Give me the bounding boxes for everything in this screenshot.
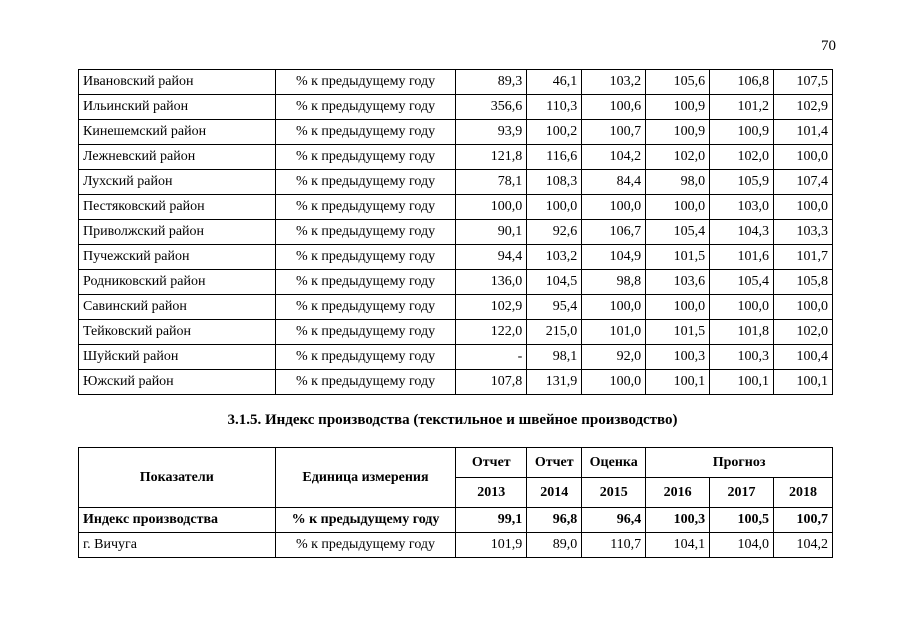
row-name: Пучежский район bbox=[79, 245, 276, 270]
row-value: 100,2 bbox=[527, 120, 582, 145]
row-value: 100,6 bbox=[582, 95, 646, 120]
row-name: Лежневский район bbox=[79, 145, 276, 170]
row-value: 89,3 bbox=[456, 70, 527, 95]
row-value: 100,0 bbox=[527, 195, 582, 220]
row-value: 101,0 bbox=[582, 320, 646, 345]
row-value: 105,4 bbox=[646, 220, 710, 245]
row-value: 98,8 bbox=[582, 270, 646, 295]
table-row bbox=[79, 120, 833, 145]
row-value: 102,9 bbox=[774, 95, 833, 120]
row-unit: % к предыдущему году bbox=[275, 370, 456, 395]
table-row bbox=[79, 220, 833, 245]
row-unit: % к предыдущему году bbox=[275, 170, 456, 195]
row-value: 107,4 bbox=[774, 170, 833, 195]
header-report-2013: Отчет bbox=[456, 448, 527, 478]
table-row bbox=[79, 320, 833, 345]
header-year: 2014 bbox=[527, 478, 582, 508]
row-value: 46,1 bbox=[527, 70, 582, 95]
row-name: Лухский район bbox=[79, 170, 276, 195]
table-row bbox=[79, 508, 833, 533]
row-value: 105,8 bbox=[774, 270, 833, 295]
row-unit: % к предыдущему году bbox=[275, 120, 456, 145]
table-row bbox=[79, 195, 833, 220]
row-name: Савинский район bbox=[79, 295, 276, 320]
row-name: Тейковский район bbox=[79, 320, 276, 345]
row-unit: % к предыдущему году bbox=[275, 220, 456, 245]
table-row bbox=[79, 95, 833, 120]
row-value: 101,6 bbox=[710, 245, 774, 270]
row-value: 104,1 bbox=[646, 533, 710, 558]
row-name: Кинешемский район bbox=[79, 120, 276, 145]
row-value: 131,9 bbox=[527, 370, 582, 395]
row-value: 104,5 bbox=[527, 270, 582, 295]
row-value: 102,0 bbox=[646, 145, 710, 170]
row-unit: % к предыдущему году bbox=[275, 508, 456, 533]
row-value: 105,4 bbox=[710, 270, 774, 295]
row-value: 101,4 bbox=[774, 120, 833, 145]
row-name: Индекс производства bbox=[79, 508, 276, 533]
row-value: 102,0 bbox=[774, 320, 833, 345]
row-unit: % к предыдущему году bbox=[275, 295, 456, 320]
row-value: 106,7 bbox=[582, 220, 646, 245]
header-estimate: Оценка bbox=[582, 448, 646, 478]
table-row bbox=[79, 345, 833, 370]
row-unit: % к предыдущему году bbox=[275, 533, 456, 558]
row-value: 100,1 bbox=[710, 370, 774, 395]
row-name: Пестяковский район bbox=[79, 195, 276, 220]
row-value: 100,0 bbox=[582, 295, 646, 320]
row-unit: % к предыдущему году bbox=[275, 95, 456, 120]
row-value: 101,7 bbox=[774, 245, 833, 270]
row-value: 99,1 bbox=[456, 508, 527, 533]
table-row bbox=[79, 370, 833, 395]
production-index-table bbox=[78, 447, 833, 558]
row-value: 110,3 bbox=[527, 95, 582, 120]
row-value: 100,1 bbox=[646, 370, 710, 395]
row-value: 106,8 bbox=[710, 70, 774, 95]
row-value: 116,6 bbox=[527, 145, 582, 170]
section-title: 3.1.5. Индекс производства (текстильное и швейное производство) bbox=[227, 412, 678, 428]
row-value: 107,5 bbox=[774, 70, 833, 95]
row-value: 96,8 bbox=[527, 508, 582, 533]
row-unit: % к предыдущему году bbox=[275, 195, 456, 220]
row-value: 101,5 bbox=[646, 245, 710, 270]
table-row bbox=[79, 170, 833, 195]
row-value: 103,6 bbox=[646, 270, 710, 295]
row-value: 103,2 bbox=[527, 245, 582, 270]
row-value: 101,9 bbox=[456, 533, 527, 558]
row-value: 100,0 bbox=[456, 195, 527, 220]
row-value: 89,0 bbox=[527, 533, 582, 558]
header-forecast: Прогноз bbox=[646, 448, 833, 478]
row-name: Ивановский район bbox=[79, 70, 276, 95]
header-year: 2018 bbox=[774, 478, 833, 508]
row-value: 122,0 bbox=[456, 320, 527, 345]
row-value: 100,4 bbox=[774, 345, 833, 370]
table-row bbox=[79, 245, 833, 270]
row-value: 100,3 bbox=[710, 345, 774, 370]
district-index-table bbox=[78, 69, 833, 395]
row-value: 105,9 bbox=[710, 170, 774, 195]
row-value: 121,8 bbox=[456, 145, 527, 170]
row-value: 105,6 bbox=[646, 70, 710, 95]
row-value: 93,9 bbox=[456, 120, 527, 145]
row-value: 100,9 bbox=[646, 95, 710, 120]
row-name: Родниковский район bbox=[79, 270, 276, 295]
row-value: 103,3 bbox=[774, 220, 833, 245]
row-value: 100,7 bbox=[774, 508, 833, 533]
row-value: 84,4 bbox=[582, 170, 646, 195]
row-value: 100,3 bbox=[646, 345, 710, 370]
row-value: 100,0 bbox=[774, 195, 833, 220]
row-value: 92,0 bbox=[582, 345, 646, 370]
row-value: 94,4 bbox=[456, 245, 527, 270]
row-value: 96,4 bbox=[582, 508, 646, 533]
row-value: 95,4 bbox=[527, 295, 582, 320]
row-unit: % к предыдущему году bbox=[275, 320, 456, 345]
row-value: 92,6 bbox=[527, 220, 582, 245]
row-value: 100,9 bbox=[710, 120, 774, 145]
row-value: 104,3 bbox=[710, 220, 774, 245]
row-value: 356,6 bbox=[456, 95, 527, 120]
row-value: 100,0 bbox=[710, 295, 774, 320]
row-name: Приволжский район bbox=[79, 220, 276, 245]
row-value: 108,3 bbox=[527, 170, 582, 195]
row-value: 107,8 bbox=[456, 370, 527, 395]
row-value: 110,7 bbox=[582, 533, 646, 558]
row-value: 100,0 bbox=[774, 145, 833, 170]
row-value: 101,8 bbox=[710, 320, 774, 345]
table-row bbox=[79, 70, 833, 95]
row-value: 102,9 bbox=[456, 295, 527, 320]
header-indicators: Показатели bbox=[79, 448, 276, 508]
row-value: 136,0 bbox=[456, 270, 527, 295]
row-unit: % к предыдущему году bbox=[275, 145, 456, 170]
row-value: 101,2 bbox=[710, 95, 774, 120]
row-name: Южский район bbox=[79, 370, 276, 395]
row-name: Ильинский район bbox=[79, 95, 276, 120]
row-value: 100,0 bbox=[582, 370, 646, 395]
header-report-2014: Отчет bbox=[527, 448, 582, 478]
row-name: г. Вичуга bbox=[79, 533, 276, 558]
row-value: 215,0 bbox=[527, 320, 582, 345]
header-year: 2015 bbox=[582, 478, 646, 508]
row-value: 101,5 bbox=[646, 320, 710, 345]
row-value: 100,1 bbox=[774, 370, 833, 395]
row-value: 100,0 bbox=[646, 195, 710, 220]
row-value: 104,2 bbox=[582, 145, 646, 170]
page-number: 70 bbox=[821, 38, 836, 54]
row-value: 100,3 bbox=[646, 508, 710, 533]
row-unit: % к предыдущему году bbox=[275, 245, 456, 270]
table-row bbox=[79, 533, 833, 558]
row-value: 98,0 bbox=[646, 170, 710, 195]
row-value: 100,9 bbox=[646, 120, 710, 145]
row-name: Шуйский район bbox=[79, 345, 276, 370]
row-unit: % к предыдущему году bbox=[275, 270, 456, 295]
row-value: 100,0 bbox=[582, 195, 646, 220]
table-row bbox=[79, 270, 833, 295]
row-value: - bbox=[456, 345, 527, 370]
row-value: 100,0 bbox=[774, 295, 833, 320]
row-value: 104,9 bbox=[582, 245, 646, 270]
row-value: 103,0 bbox=[710, 195, 774, 220]
header-year: 2017 bbox=[710, 478, 774, 508]
row-value: 104,2 bbox=[774, 533, 833, 558]
row-value: 100,0 bbox=[646, 295, 710, 320]
table-row bbox=[79, 295, 833, 320]
row-value: 102,0 bbox=[710, 145, 774, 170]
header-unit: Единица измерения bbox=[275, 448, 456, 508]
header-year: 2013 bbox=[456, 478, 527, 508]
row-unit: % к предыдущему году bbox=[275, 345, 456, 370]
row-value: 103,2 bbox=[582, 70, 646, 95]
row-unit: % к предыдущему году bbox=[275, 70, 456, 95]
row-value: 104,0 bbox=[710, 533, 774, 558]
row-value: 90,1 bbox=[456, 220, 527, 245]
row-value: 100,7 bbox=[582, 120, 646, 145]
table-row bbox=[79, 145, 833, 170]
row-value: 78,1 bbox=[456, 170, 527, 195]
header-year: 2016 bbox=[646, 478, 710, 508]
row-value: 100,5 bbox=[710, 508, 774, 533]
row-value: 98,1 bbox=[527, 345, 582, 370]
